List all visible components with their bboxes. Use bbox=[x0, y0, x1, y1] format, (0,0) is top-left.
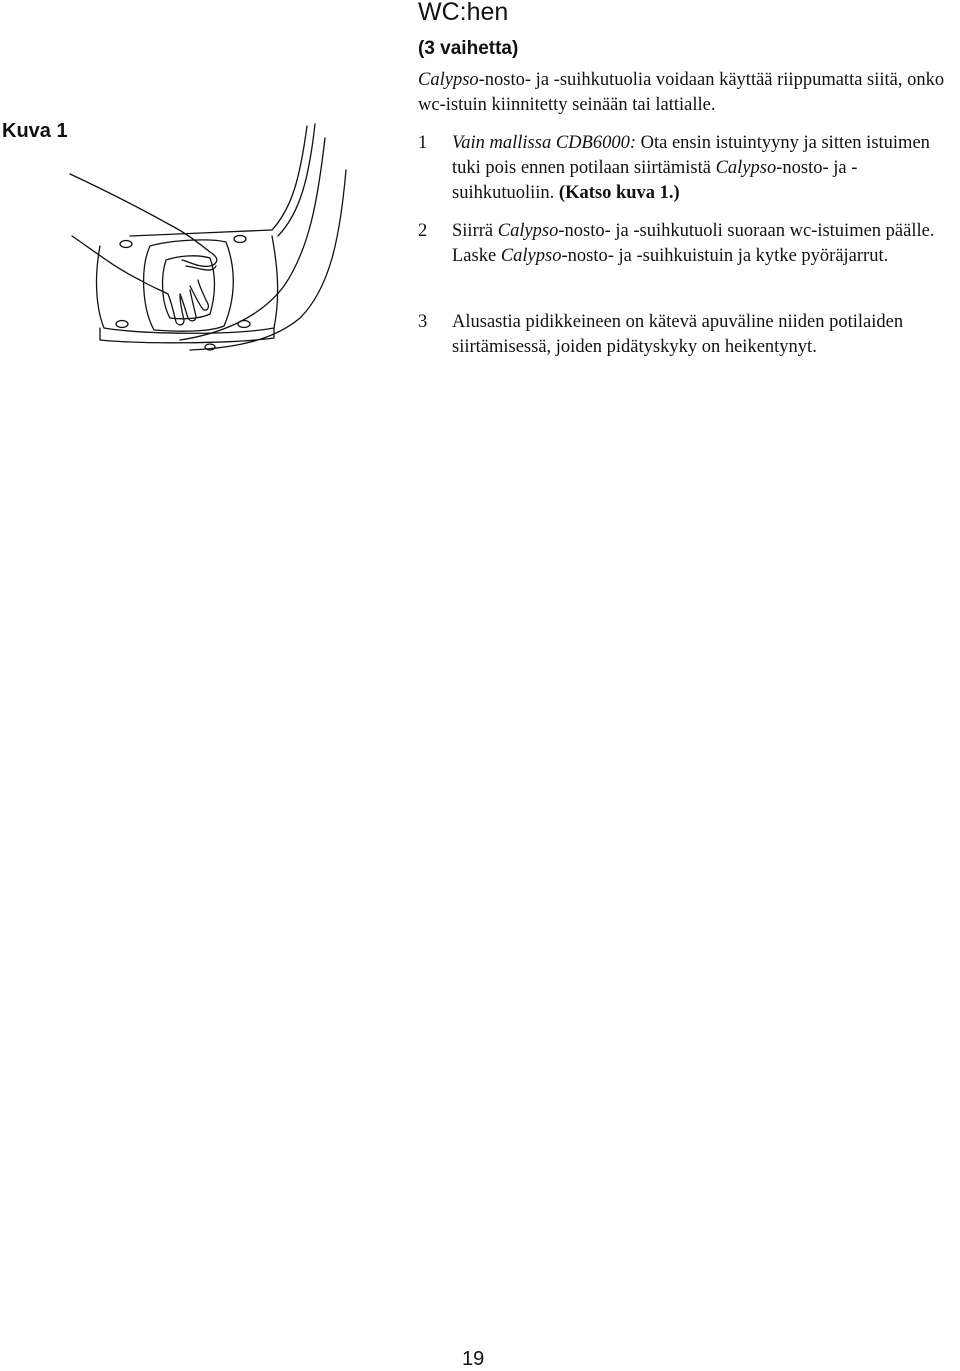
chair-frame-line bbox=[190, 170, 346, 350]
seat-hole bbox=[116, 321, 128, 328]
step-text-part: Siirrä bbox=[452, 221, 498, 241]
model-note: Vain mallissa CDB6000: bbox=[452, 133, 636, 153]
section-subtitle: (3 vaihetta) bbox=[418, 38, 519, 59]
seat-hole bbox=[238, 321, 250, 328]
hand-finger bbox=[190, 280, 208, 310]
step-text-part: Ota ensin istuintyyny ja sitten istuimen tuki pois ennen potilaan siirtämistä bbox=[452, 133, 930, 178]
step-2 bbox=[418, 219, 958, 269]
step-text-part: -nosto- ja -suihkuistuin ja kytke pyöräjarrut. bbox=[561, 246, 889, 266]
step-text-part: -nosto- ja -suihkutuoliin. bbox=[452, 158, 858, 203]
intro-paragraph bbox=[418, 68, 953, 118]
step-text bbox=[452, 131, 958, 206]
chair-frame-line bbox=[180, 138, 325, 340]
hand-finger bbox=[180, 290, 196, 321]
step-number: 2 bbox=[418, 221, 428, 241]
hand-finger bbox=[186, 266, 216, 270]
arm-outline bbox=[70, 174, 217, 266]
intro-text: -nosto- ja -suihkutuolia voidaan käyttää riippumatta siitä, onko wc-istuin kiinnitetty seinään tai lattialle. bbox=[418, 70, 945, 115]
page-number: 19 bbox=[462, 1348, 485, 1370]
seat-hole bbox=[120, 241, 132, 248]
figure-illustration bbox=[60, 118, 360, 358]
step-text: Alusastia pidikkeineen on kätevä apuväline niiden potilaiden siirtämisessä, joiden pidätyskyky on heikentynyt. bbox=[452, 312, 904, 357]
figure-label: Kuva 1 bbox=[2, 120, 68, 142]
section-title: WC:hen bbox=[418, 0, 509, 26]
step-number: 3 bbox=[418, 312, 428, 332]
brand-name: Calypso bbox=[497, 221, 559, 241]
step-number: 1 bbox=[418, 133, 428, 153]
brand-name: Calypso bbox=[500, 246, 562, 266]
step-3 bbox=[418, 310, 958, 360]
step-text-part: -nosto- ja -suihkutuoli suoraan wc-istuimen päälle. Laske bbox=[452, 221, 935, 266]
intro-brand: Calypso bbox=[418, 70, 479, 90]
step-1 bbox=[418, 131, 958, 206]
figure-reference: (Katso kuva 1.) bbox=[558, 183, 680, 203]
chair-frame-line bbox=[272, 126, 307, 230]
chair-frame-line bbox=[130, 230, 272, 236]
brand-name: Calypso bbox=[715, 158, 777, 178]
step-text bbox=[452, 219, 958, 269]
seat-hole bbox=[234, 236, 246, 243]
